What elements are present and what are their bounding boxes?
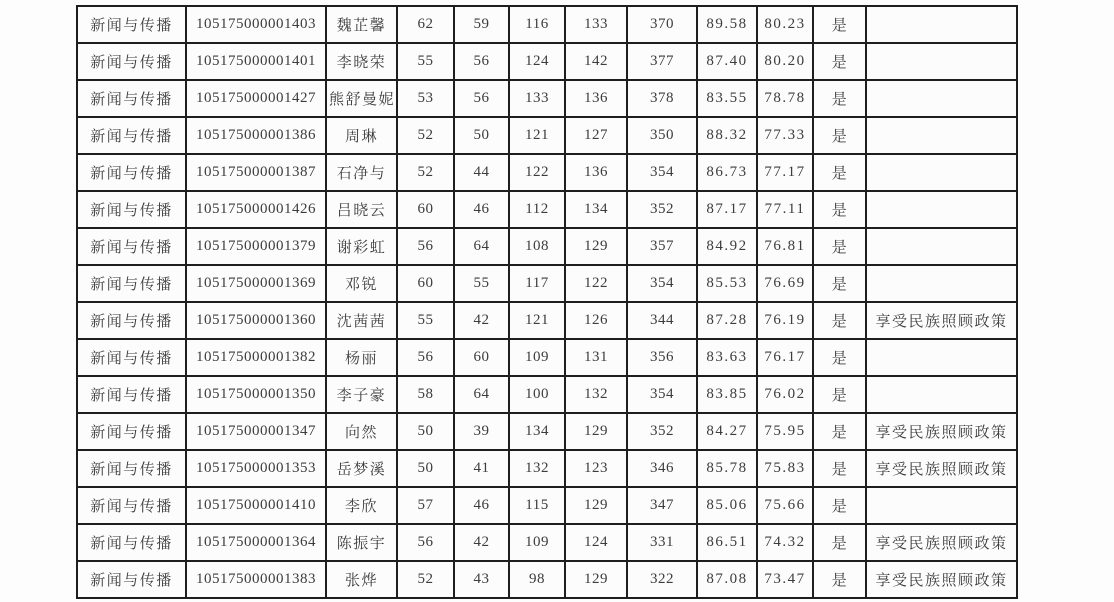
cell-score-5: 84.92 bbox=[697, 228, 757, 265]
cell-score-4: 123 bbox=[565, 450, 627, 487]
cell-score-4: 142 bbox=[565, 43, 627, 80]
cell-major: 新闻与传播 bbox=[77, 6, 186, 43]
cell-major: 新闻与传播 bbox=[77, 191, 186, 228]
cell-name: 沈茜茜 bbox=[326, 302, 397, 339]
cell-score-1: 57 bbox=[397, 487, 454, 524]
cell-candidate-id: 105175000001379 bbox=[186, 228, 326, 265]
cell-name: 熊舒曼妮 bbox=[326, 80, 397, 117]
table-row bbox=[77, 339, 1017, 376]
table-row bbox=[77, 487, 1017, 524]
cell-total-score: 378 bbox=[627, 80, 697, 117]
cell-score-5: 85.78 bbox=[697, 450, 757, 487]
cell-score-3: 124 bbox=[509, 43, 565, 80]
cell-score-4: 131 bbox=[565, 339, 627, 376]
cell-remark: 享受民族照顾政策 bbox=[866, 561, 1017, 598]
cell-score-5: 88.32 bbox=[697, 117, 757, 154]
cell-score-6: 74.32 bbox=[757, 524, 813, 561]
cell-score-2: 44 bbox=[454, 154, 509, 191]
table-row bbox=[77, 154, 1017, 191]
cell-score-3: 112 bbox=[509, 191, 565, 228]
cell-score-3: 121 bbox=[509, 302, 565, 339]
cell-admitted-flag: 是 bbox=[813, 154, 866, 191]
cell-score-3: 108 bbox=[509, 228, 565, 265]
cell-score-4: 136 bbox=[565, 154, 627, 191]
cell-candidate-id: 105175000001426 bbox=[186, 191, 326, 228]
cell-admitted-flag: 是 bbox=[813, 413, 866, 450]
cell-score-2: 42 bbox=[454, 302, 509, 339]
cell-score-5: 85.53 bbox=[697, 265, 757, 302]
cell-total-score: 322 bbox=[627, 561, 697, 598]
cell-score-6: 77.17 bbox=[757, 154, 813, 191]
cell-major: 新闻与传播 bbox=[77, 117, 186, 154]
cell-candidate-id: 105175000001401 bbox=[186, 43, 326, 80]
cell-score-5: 83.63 bbox=[697, 339, 757, 376]
cell-score-1: 55 bbox=[397, 43, 454, 80]
cell-total-score: 352 bbox=[627, 191, 697, 228]
cell-score-5: 85.06 bbox=[697, 487, 757, 524]
cell-score-1: 53 bbox=[397, 80, 454, 117]
cell-admitted-flag: 是 bbox=[813, 191, 866, 228]
cell-candidate-id: 105175000001410 bbox=[186, 487, 326, 524]
cell-remark bbox=[866, 265, 1017, 302]
cell-name: 石净与 bbox=[326, 154, 397, 191]
cell-admitted-flag: 是 bbox=[813, 487, 866, 524]
cell-major: 新闻与传播 bbox=[77, 154, 186, 191]
cell-name: 邓锐 bbox=[326, 265, 397, 302]
cell-total-score: 344 bbox=[627, 302, 697, 339]
cell-score-6: 75.83 bbox=[757, 450, 813, 487]
cell-total-score: 331 bbox=[627, 524, 697, 561]
cell-name: 吕晓云 bbox=[326, 191, 397, 228]
cell-total-score: 357 bbox=[627, 228, 697, 265]
cell-score-6: 77.11 bbox=[757, 191, 813, 228]
cell-score-5: 87.17 bbox=[697, 191, 757, 228]
cell-name: 周琳 bbox=[326, 117, 397, 154]
cell-score-4: 129 bbox=[565, 561, 627, 598]
cell-remark bbox=[866, 154, 1017, 191]
cell-remark bbox=[866, 487, 1017, 524]
cell-score-5: 86.73 bbox=[697, 154, 757, 191]
cell-remark: 享受民族照顾政策 bbox=[866, 302, 1017, 339]
cell-name: 魏芷馨 bbox=[326, 6, 397, 43]
cell-major: 新闻与传播 bbox=[77, 561, 186, 598]
cell-score-6: 76.19 bbox=[757, 302, 813, 339]
score-table bbox=[76, 5, 1018, 599]
cell-score-6: 80.23 bbox=[757, 6, 813, 43]
cell-score-3: 116 bbox=[509, 6, 565, 43]
table-row bbox=[77, 43, 1017, 80]
table-row bbox=[77, 376, 1017, 413]
cell-remark: 享受民族照顾政策 bbox=[866, 450, 1017, 487]
cell-score-4: 129 bbox=[565, 487, 627, 524]
cell-admitted-flag: 是 bbox=[813, 80, 866, 117]
cell-score-3: 100 bbox=[509, 376, 565, 413]
cell-score-5: 87.08 bbox=[697, 561, 757, 598]
cell-candidate-id: 105175000001427 bbox=[186, 80, 326, 117]
cell-total-score: 377 bbox=[627, 43, 697, 80]
cell-score-2: 56 bbox=[454, 43, 509, 80]
cell-candidate-id: 105175000001347 bbox=[186, 413, 326, 450]
cell-score-1: 52 bbox=[397, 561, 454, 598]
cell-score-1: 56 bbox=[397, 339, 454, 376]
table-row bbox=[77, 561, 1017, 598]
cell-score-5: 87.28 bbox=[697, 302, 757, 339]
cell-name: 李晓荣 bbox=[326, 43, 397, 80]
cell-score-2: 43 bbox=[454, 561, 509, 598]
cell-score-1: 60 bbox=[397, 191, 454, 228]
cell-total-score: 356 bbox=[627, 339, 697, 376]
cell-admitted-flag: 是 bbox=[813, 302, 866, 339]
cell-score-2: 56 bbox=[454, 80, 509, 117]
cell-score-4: 122 bbox=[565, 265, 627, 302]
cell-major: 新闻与传播 bbox=[77, 487, 186, 524]
table-row bbox=[77, 228, 1017, 265]
cell-score-3: 109 bbox=[509, 524, 565, 561]
table-row bbox=[77, 413, 1017, 450]
cell-score-6: 78.78 bbox=[757, 80, 813, 117]
cell-score-3: 121 bbox=[509, 117, 565, 154]
cell-score-2: 41 bbox=[454, 450, 509, 487]
cell-score-4: 133 bbox=[565, 6, 627, 43]
cell-name: 陈振宇 bbox=[326, 524, 397, 561]
cell-candidate-id: 105175000001382 bbox=[186, 339, 326, 376]
cell-total-score: 352 bbox=[627, 413, 697, 450]
cell-major: 新闻与传播 bbox=[77, 413, 186, 450]
cell-score-2: 39 bbox=[454, 413, 509, 450]
cell-admitted-flag: 是 bbox=[813, 228, 866, 265]
cell-name: 张烨 bbox=[326, 561, 397, 598]
cell-major: 新闻与传播 bbox=[77, 524, 186, 561]
cell-major: 新闻与传播 bbox=[77, 265, 186, 302]
cell-major: 新闻与传播 bbox=[77, 43, 186, 80]
cell-total-score: 350 bbox=[627, 117, 697, 154]
cell-score-3: 132 bbox=[509, 450, 565, 487]
cell-score-2: 59 bbox=[454, 6, 509, 43]
cell-score-3: 134 bbox=[509, 413, 565, 450]
cell-score-1: 52 bbox=[397, 154, 454, 191]
cell-total-score: 354 bbox=[627, 265, 697, 302]
cell-score-1: 62 bbox=[397, 6, 454, 43]
cell-score-1: 56 bbox=[397, 524, 454, 561]
cell-score-4: 127 bbox=[565, 117, 627, 154]
cell-candidate-id: 105175000001360 bbox=[186, 302, 326, 339]
cell-score-1: 58 bbox=[397, 376, 454, 413]
cell-admitted-flag: 是 bbox=[813, 524, 866, 561]
cell-admitted-flag: 是 bbox=[813, 376, 866, 413]
cell-major: 新闻与传播 bbox=[77, 450, 186, 487]
cell-score-6: 80.20 bbox=[757, 43, 813, 80]
cell-total-score: 370 bbox=[627, 6, 697, 43]
cell-score-2: 46 bbox=[454, 487, 509, 524]
table-row bbox=[77, 524, 1017, 561]
cell-admitted-flag: 是 bbox=[813, 561, 866, 598]
cell-score-6: 75.66 bbox=[757, 487, 813, 524]
cell-major: 新闻与传播 bbox=[77, 376, 186, 413]
cell-candidate-id: 105175000001364 bbox=[186, 524, 326, 561]
cell-remark bbox=[866, 6, 1017, 43]
cell-name: 李欣 bbox=[326, 487, 397, 524]
score-table-body bbox=[77, 6, 1017, 598]
cell-score-1: 55 bbox=[397, 302, 454, 339]
cell-score-3: 98 bbox=[509, 561, 565, 598]
cell-score-4: 134 bbox=[565, 191, 627, 228]
cell-remark bbox=[866, 191, 1017, 228]
table-row bbox=[77, 6, 1017, 43]
cell-score-2: 46 bbox=[454, 191, 509, 228]
cell-score-6: 75.95 bbox=[757, 413, 813, 450]
cell-major: 新闻与传播 bbox=[77, 80, 186, 117]
cell-score-5: 83.55 bbox=[697, 80, 757, 117]
cell-admitted-flag: 是 bbox=[813, 265, 866, 302]
cell-major: 新闻与传播 bbox=[77, 302, 186, 339]
cell-remark bbox=[866, 117, 1017, 154]
cell-remark bbox=[866, 339, 1017, 376]
cell-major: 新闻与传播 bbox=[77, 228, 186, 265]
cell-score-6: 77.33 bbox=[757, 117, 813, 154]
cell-name: 谢彩虹 bbox=[326, 228, 397, 265]
cell-score-4: 129 bbox=[565, 413, 627, 450]
cell-name: 向然 bbox=[326, 413, 397, 450]
cell-remark: 享受民族照顾政策 bbox=[866, 413, 1017, 450]
table-row bbox=[77, 265, 1017, 302]
cell-name: 岳梦溪 bbox=[326, 450, 397, 487]
table-row bbox=[77, 80, 1017, 117]
cell-score-4: 136 bbox=[565, 80, 627, 117]
cell-remark bbox=[866, 43, 1017, 80]
cell-score-6: 76.02 bbox=[757, 376, 813, 413]
table-row bbox=[77, 191, 1017, 228]
cell-candidate-id: 105175000001350 bbox=[186, 376, 326, 413]
cell-score-5: 83.85 bbox=[697, 376, 757, 413]
cell-remark bbox=[866, 376, 1017, 413]
cell-score-6: 76.17 bbox=[757, 339, 813, 376]
cell-remark bbox=[866, 228, 1017, 265]
cell-total-score: 354 bbox=[627, 376, 697, 413]
cell-score-1: 50 bbox=[397, 450, 454, 487]
table-row bbox=[77, 117, 1017, 154]
cell-candidate-id: 105175000001403 bbox=[186, 6, 326, 43]
cell-candidate-id: 105175000001386 bbox=[186, 117, 326, 154]
cell-score-4: 132 bbox=[565, 376, 627, 413]
cell-score-3: 115 bbox=[509, 487, 565, 524]
cell-total-score: 346 bbox=[627, 450, 697, 487]
cell-score-3: 122 bbox=[509, 154, 565, 191]
cell-remark: 享受民族照顾政策 bbox=[866, 524, 1017, 561]
cell-score-4: 129 bbox=[565, 228, 627, 265]
cell-candidate-id: 105175000001369 bbox=[186, 265, 326, 302]
cell-score-1: 50 bbox=[397, 413, 454, 450]
cell-score-3: 133 bbox=[509, 80, 565, 117]
cell-score-5: 84.27 bbox=[697, 413, 757, 450]
cell-candidate-id: 105175000001353 bbox=[186, 450, 326, 487]
cell-score-6: 73.47 bbox=[757, 561, 813, 598]
cell-candidate-id: 105175000001387 bbox=[186, 154, 326, 191]
cell-score-2: 55 bbox=[454, 265, 509, 302]
table-row bbox=[77, 450, 1017, 487]
cell-score-1: 56 bbox=[397, 228, 454, 265]
cell-admitted-flag: 是 bbox=[813, 339, 866, 376]
cell-admitted-flag: 是 bbox=[813, 43, 866, 80]
cell-admitted-flag: 是 bbox=[813, 117, 866, 154]
cell-score-4: 124 bbox=[565, 524, 627, 561]
table-row bbox=[77, 302, 1017, 339]
cell-admitted-flag: 是 bbox=[813, 6, 866, 43]
cell-candidate-id: 105175000001383 bbox=[186, 561, 326, 598]
cell-total-score: 347 bbox=[627, 487, 697, 524]
cell-score-2: 60 bbox=[454, 339, 509, 376]
cell-score-5: 87.40 bbox=[697, 43, 757, 80]
cell-score-2: 42 bbox=[454, 524, 509, 561]
cell-score-2: 64 bbox=[454, 228, 509, 265]
cell-admitted-flag: 是 bbox=[813, 450, 866, 487]
cell-score-2: 64 bbox=[454, 376, 509, 413]
cell-name: 李子豪 bbox=[326, 376, 397, 413]
cell-score-4: 126 bbox=[565, 302, 627, 339]
cell-score-1: 52 bbox=[397, 117, 454, 154]
cell-score-3: 109 bbox=[509, 339, 565, 376]
cell-score-2: 50 bbox=[454, 117, 509, 154]
cell-score-5: 89.58 bbox=[697, 6, 757, 43]
cell-score-3: 117 bbox=[509, 265, 565, 302]
cell-score-6: 76.81 bbox=[757, 228, 813, 265]
cell-score-6: 76.69 bbox=[757, 265, 813, 302]
cell-total-score: 354 bbox=[627, 154, 697, 191]
cell-score-1: 60 bbox=[397, 265, 454, 302]
cell-name: 杨丽 bbox=[326, 339, 397, 376]
cell-major: 新闻与传播 bbox=[77, 339, 186, 376]
cell-score-5: 86.51 bbox=[697, 524, 757, 561]
cell-remark bbox=[866, 80, 1017, 117]
